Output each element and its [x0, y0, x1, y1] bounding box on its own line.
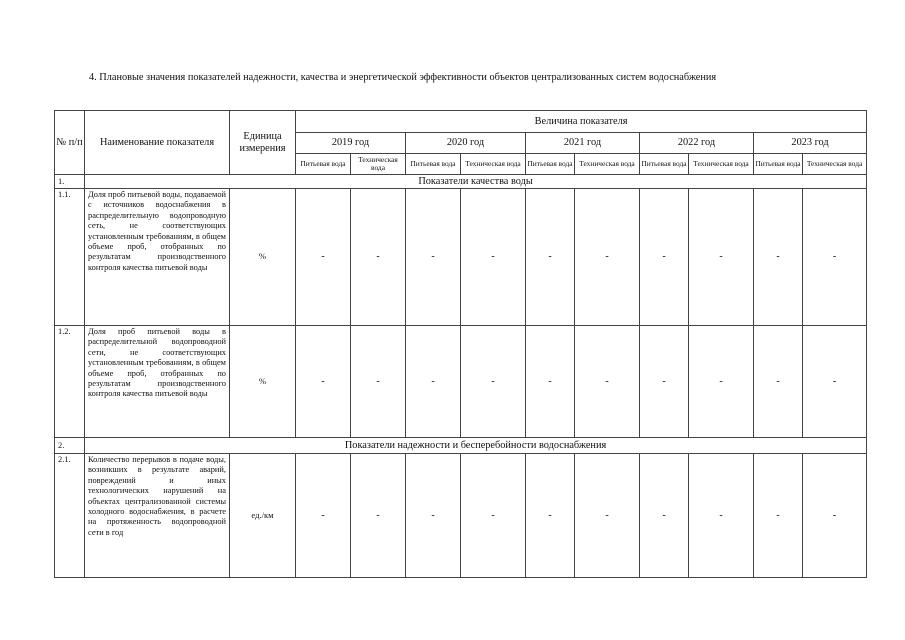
value-cell: - [461, 189, 526, 326]
value-cell: - [754, 454, 803, 578]
table-row [55, 189, 867, 326]
header-num: № п/п [55, 111, 85, 175]
indicator-name: Доля проб питьевой воды в распределительной водопроводной сети, не соответствующих установленным требованиям, в общем объеме проб, отобранных по результатам производственного контроля качества питьевой воды [85, 326, 230, 438]
value-cell: - [689, 454, 754, 578]
value-cell: - [526, 189, 575, 326]
value-cell: - [640, 189, 689, 326]
value-cell: - [689, 326, 754, 438]
row-number: 1.2. [55, 326, 85, 438]
section-number: 1. [55, 175, 85, 189]
unit-cell: ед./км [230, 454, 296, 578]
section-row [55, 175, 867, 189]
value-cell: - [351, 454, 406, 578]
header-technical-water: Техническая вода [575, 154, 640, 175]
unit-cell: % [230, 326, 296, 438]
header-technical-water: Техническая вода [351, 154, 406, 175]
section-number: 2. [55, 438, 85, 454]
value-cell: - [296, 189, 351, 326]
header-year: 2023 год [754, 133, 867, 154]
row-number: 2.1. [55, 454, 85, 578]
value-cell: - [406, 326, 461, 438]
header-drinking-water: Питьевая вода [296, 154, 351, 175]
header-unit: Единица измерения [230, 111, 296, 175]
table-row [55, 326, 867, 438]
header-technical-water: Техническая вода [689, 154, 754, 175]
value-cell: - [575, 189, 640, 326]
value-cell: - [575, 326, 640, 438]
header-technical-water: Техническая вода [461, 154, 526, 175]
value-cell: - [754, 189, 803, 326]
header-drinking-water: Питьевая вода [406, 154, 461, 175]
value-cell: - [296, 326, 351, 438]
header-technical-water: Техническая вода [803, 154, 867, 175]
header-year: 2019 год [296, 133, 406, 154]
unit-cell: % [230, 189, 296, 326]
header-year: 2020 год [406, 133, 526, 154]
table-body [55, 111, 867, 578]
section-heading: 4. Плановые значения показателей надежности, качества и энергетической эффективности объектов централизованных систем водоснабжения [89, 72, 717, 83]
section-title: Показатели надежности и бесперебойности водоснабжения [85, 438, 867, 454]
value-cell: - [406, 454, 461, 578]
indicators-table [54, 110, 867, 578]
header-year: 2022 год [640, 133, 754, 154]
value-cell: - [296, 454, 351, 578]
value-cell: - [803, 326, 867, 438]
value-cell: - [640, 454, 689, 578]
value-cell: - [406, 189, 461, 326]
header-name: Наименование показателя [85, 111, 230, 175]
indicator-name: Доля проб питьевой воды, подаваемой с источников водоснабжения в распределительную водопроводную сеть, не соответствующих установленным требованиям, в общем объеме проб, отобранных по результатам производственного контроля качества питьевой воды [85, 189, 230, 326]
value-cell: - [803, 189, 867, 326]
table-row [55, 454, 867, 578]
value-cell: - [640, 326, 689, 438]
header-year: 2021 год [526, 133, 640, 154]
value-cell: - [575, 454, 640, 578]
value-cell: - [803, 454, 867, 578]
header-drinking-water: Питьевая вода [640, 154, 689, 175]
indicator-name: Количество перерывов в подаче воды, возникших в результате аварий, повреждений и иных технологических нарушений на объектах централизованной системы холодного водоснабжения, в расчете на протяженность водопроводной сети в год [85, 454, 230, 578]
value-cell: - [526, 454, 575, 578]
row-number: 1.1. [55, 189, 85, 326]
header-row-1 [55, 111, 867, 133]
value-cell: - [351, 326, 406, 438]
header-drinking-water: Питьевая вода [526, 154, 575, 175]
value-cell: - [754, 326, 803, 438]
header-value: Величина показателя [296, 111, 867, 133]
value-cell: - [461, 326, 526, 438]
section-title: Показатели качества воды [85, 175, 867, 189]
section-row [55, 438, 867, 454]
value-cell: - [689, 189, 754, 326]
header-drinking-water: Питьевая вода [754, 154, 803, 175]
value-cell: - [461, 454, 526, 578]
value-cell: - [351, 189, 406, 326]
value-cell: - [526, 326, 575, 438]
